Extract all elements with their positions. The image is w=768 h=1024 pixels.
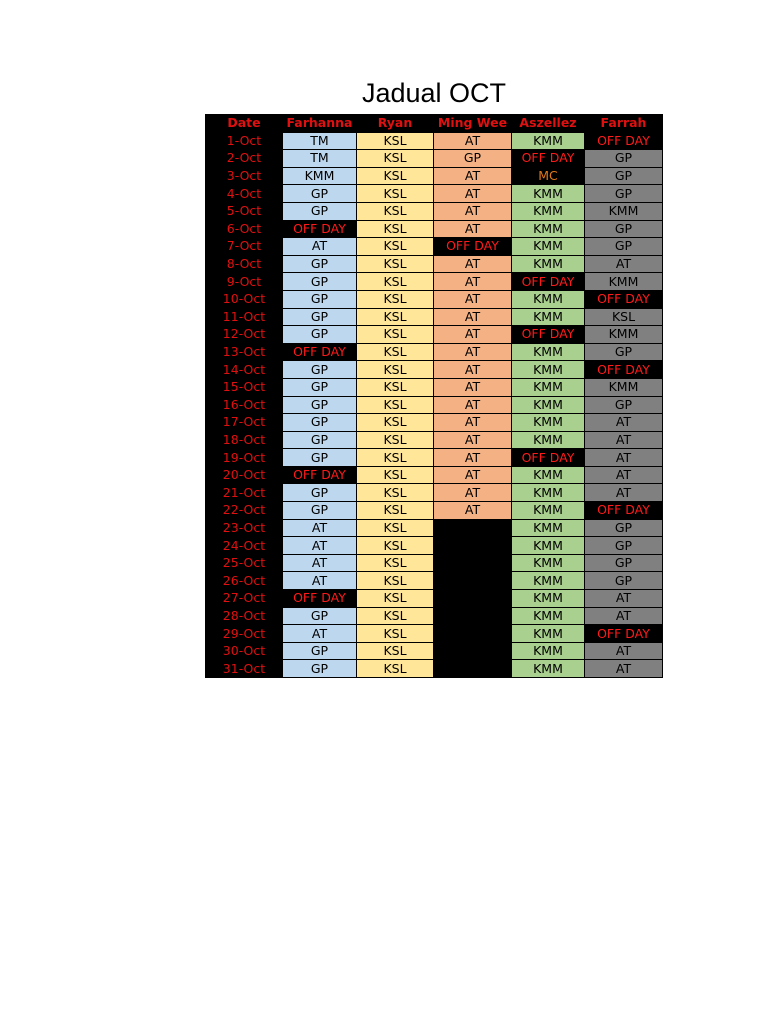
date-cell: 24-Oct [206, 537, 283, 555]
cell-farrah: GP [585, 238, 663, 256]
date-cell: 26-Oct [206, 572, 283, 590]
cell-aszellez: KMM [512, 642, 585, 660]
date-cell: 14-Oct [206, 361, 283, 379]
cell-farrah: GP [585, 185, 663, 203]
cell-aszellez: KMM [512, 554, 585, 572]
cell-farrah: KMM [585, 378, 663, 396]
date-cell: 25-Oct [206, 554, 283, 572]
cell-farrah: OFF DAY [585, 290, 663, 308]
date-cell: 7-Oct [206, 238, 283, 256]
cell-aszellez: KMM [512, 308, 585, 326]
table-row [206, 449, 663, 467]
cell-farhanna: AT [283, 519, 357, 537]
cell-farrah: OFF DAY [585, 132, 663, 150]
cell-ryan: KSL [357, 537, 434, 555]
cell-ryan: KSL [357, 519, 434, 537]
cell-ryan: KSL [357, 361, 434, 379]
table-row [206, 202, 663, 220]
cell-aszellez: KMM [512, 537, 585, 555]
header-ryan: Ryan [357, 115, 434, 133]
cell-ryan: KSL [357, 625, 434, 643]
cell-aszellez: KMM [512, 484, 585, 502]
cell-farrah: GP [585, 519, 663, 537]
cell-ming-wee [434, 537, 512, 555]
cell-ryan: KSL [357, 202, 434, 220]
cell-ryan: KSL [357, 378, 434, 396]
cell-ryan: KSL [357, 255, 434, 273]
cell-ming-wee: AT [434, 484, 512, 502]
cell-farrah: KMM [585, 326, 663, 344]
cell-aszellez: OFF DAY [512, 449, 585, 467]
table-row [206, 502, 663, 520]
date-cell: 3-Oct [206, 167, 283, 185]
cell-ryan: KSL [357, 238, 434, 256]
date-cell: 1-Oct [206, 132, 283, 150]
cell-farhanna: OFF DAY [283, 466, 357, 484]
cell-farrah: AT [585, 642, 663, 660]
date-cell: 2-Oct [206, 150, 283, 168]
cell-ming-wee [434, 625, 512, 643]
cell-ming-wee [434, 572, 512, 590]
cell-farhanna: GP [283, 449, 357, 467]
cell-farhanna: GP [283, 255, 357, 273]
cell-farrah: AT [585, 466, 663, 484]
cell-ryan: KSL [357, 431, 434, 449]
cell-ming-wee: AT [434, 308, 512, 326]
cell-aszellez: KMM [512, 220, 585, 238]
cell-farhanna: AT [283, 572, 357, 590]
cell-farhanna: GP [283, 431, 357, 449]
cell-ming-wee: AT [434, 326, 512, 344]
cell-ming-wee: AT [434, 202, 512, 220]
cell-farrah: GP [585, 343, 663, 361]
date-cell: 10-Oct [206, 290, 283, 308]
table-row [206, 290, 663, 308]
cell-aszellez: KMM [512, 607, 585, 625]
date-cell: 21-Oct [206, 484, 283, 502]
date-cell: 4-Oct [206, 185, 283, 203]
cell-farhanna: TM [283, 150, 357, 168]
cell-farhanna: AT [283, 554, 357, 572]
cell-ming-wee: AT [434, 378, 512, 396]
cell-aszellez: KMM [512, 238, 585, 256]
cell-ming-wee: AT [434, 449, 512, 467]
cell-ming-wee: AT [434, 361, 512, 379]
cell-ming-wee: AT [434, 502, 512, 520]
cell-ryan: KSL [357, 660, 434, 678]
cell-farhanna: GP [283, 607, 357, 625]
cell-aszellez: KMM [512, 502, 585, 520]
table-row [206, 484, 663, 502]
cell-ryan: KSL [357, 326, 434, 344]
cell-ryan: KSL [357, 572, 434, 590]
date-cell: 6-Oct [206, 220, 283, 238]
header-ming-wee: Ming Wee [434, 115, 512, 133]
date-cell: 30-Oct [206, 642, 283, 660]
cell-ryan: KSL [357, 396, 434, 414]
cell-ming-wee: AT [434, 185, 512, 203]
cell-ryan: KSL [357, 185, 434, 203]
cell-aszellez: KMM [512, 660, 585, 678]
cell-farrah: AT [585, 414, 663, 432]
cell-aszellez: KMM [512, 431, 585, 449]
cell-ming-wee [434, 607, 512, 625]
cell-ryan: KSL [357, 308, 434, 326]
table-row [206, 238, 663, 256]
cell-ryan: KSL [357, 642, 434, 660]
cell-farhanna: AT [283, 238, 357, 256]
cell-farhanna: KMM [283, 167, 357, 185]
table-row [206, 326, 663, 344]
cell-aszellez: KMM [512, 343, 585, 361]
cell-farhanna: GP [283, 202, 357, 220]
table-row [206, 273, 663, 291]
table-row [206, 572, 663, 590]
cell-farhanna: OFF DAY [283, 343, 357, 361]
table-row [206, 220, 663, 238]
cell-farhanna: OFF DAY [283, 590, 357, 608]
cell-farhanna: GP [283, 378, 357, 396]
cell-farrah: AT [585, 590, 663, 608]
date-cell: 31-Oct [206, 660, 283, 678]
table-row [206, 590, 663, 608]
cell-ryan: KSL [357, 607, 434, 625]
date-cell: 27-Oct [206, 590, 283, 608]
cell-farrah: AT [585, 484, 663, 502]
cell-ming-wee: AT [434, 255, 512, 273]
header-farrah: Farrah [585, 115, 663, 133]
table-row [206, 519, 663, 537]
cell-ming-wee [434, 554, 512, 572]
cell-ryan: KSL [357, 554, 434, 572]
table-row [206, 308, 663, 326]
cell-aszellez: KMM [512, 414, 585, 432]
cell-farrah: GP [585, 554, 663, 572]
table-row [206, 625, 663, 643]
cell-farhanna: GP [283, 290, 357, 308]
cell-ming-wee: AT [434, 466, 512, 484]
cell-aszellez: OFF DAY [512, 150, 585, 168]
cell-farhanna: AT [283, 625, 357, 643]
cell-farrah: GP [585, 572, 663, 590]
cell-aszellez: KMM [512, 466, 585, 484]
cell-farrah: KMM [585, 273, 663, 291]
table-row [206, 431, 663, 449]
cell-farhanna: GP [283, 502, 357, 520]
cell-aszellez: KMM [512, 625, 585, 643]
date-cell: 22-Oct [206, 502, 283, 520]
cell-ryan: KSL [357, 290, 434, 308]
table-row [206, 361, 663, 379]
cell-aszellez: KMM [512, 290, 585, 308]
header-farhanna: Farhanna [283, 115, 357, 133]
cell-ming-wee: AT [434, 273, 512, 291]
date-cell: 15-Oct [206, 378, 283, 396]
cell-farhanna: TM [283, 132, 357, 150]
cell-aszellez: KMM [512, 396, 585, 414]
cell-farhanna: GP [283, 484, 357, 502]
cell-ming-wee [434, 519, 512, 537]
cell-ming-wee: AT [434, 167, 512, 185]
table-row [206, 414, 663, 432]
cell-ryan: KSL [357, 590, 434, 608]
header-date: Date [206, 115, 283, 133]
cell-farrah: GP [585, 167, 663, 185]
cell-farrah: AT [585, 660, 663, 678]
date-cell: 13-Oct [206, 343, 283, 361]
cell-ming-wee: OFF DAY [434, 238, 512, 256]
table-row [206, 343, 663, 361]
table-row [206, 167, 663, 185]
cell-ming-wee: AT [434, 431, 512, 449]
table-row [206, 554, 663, 572]
cell-aszellez: KMM [512, 572, 585, 590]
date-cell: 20-Oct [206, 466, 283, 484]
cell-ming-wee: AT [434, 290, 512, 308]
cell-ryan: KSL [357, 343, 434, 361]
header-aszellez: Aszellez [512, 115, 585, 133]
cell-ryan: KSL [357, 167, 434, 185]
cell-farrah: AT [585, 607, 663, 625]
cell-farrah: AT [585, 449, 663, 467]
cell-ming-wee: AT [434, 343, 512, 361]
cell-farrah: OFF DAY [585, 361, 663, 379]
cell-ming-wee: AT [434, 396, 512, 414]
cell-ryan: KSL [357, 132, 434, 150]
cell-farhanna: OFF DAY [283, 220, 357, 238]
cell-aszellez: KMM [512, 132, 585, 150]
table-row [206, 378, 663, 396]
cell-farhanna: GP [283, 326, 357, 344]
table-row [206, 185, 663, 203]
cell-farhanna: GP [283, 642, 357, 660]
cell-ming-wee: GP [434, 150, 512, 168]
table-row [206, 537, 663, 555]
date-cell: 29-Oct [206, 625, 283, 643]
cell-ryan: KSL [357, 466, 434, 484]
cell-farhanna: GP [283, 396, 357, 414]
cell-aszellez: KMM [512, 202, 585, 220]
cell-farrah: GP [585, 537, 663, 555]
date-cell: 9-Oct [206, 273, 283, 291]
cell-ryan: KSL [357, 449, 434, 467]
cell-farhanna: GP [283, 660, 357, 678]
date-cell: 8-Oct [206, 255, 283, 273]
cell-farrah: GP [585, 396, 663, 414]
cell-ryan: KSL [357, 484, 434, 502]
cell-ming-wee [434, 590, 512, 608]
cell-farhanna: AT [283, 537, 357, 555]
cell-aszellez: KMM [512, 519, 585, 537]
cell-farrah: KMM [585, 202, 663, 220]
cell-farrah: AT [585, 255, 663, 273]
cell-ming-wee: AT [434, 414, 512, 432]
cell-farhanna: GP [283, 185, 357, 203]
cell-aszellez: KMM [512, 378, 585, 396]
table-row [206, 150, 663, 168]
date-cell: 18-Oct [206, 431, 283, 449]
cell-farhanna: GP [283, 414, 357, 432]
cell-ryan: KSL [357, 150, 434, 168]
date-cell: 5-Oct [206, 202, 283, 220]
page-title: Jadual OCT [361, 78, 507, 108]
cell-farrah: GP [585, 220, 663, 238]
cell-ryan: KSL [357, 273, 434, 291]
date-cell: 19-Oct [206, 449, 283, 467]
cell-ryan: KSL [357, 220, 434, 238]
cell-ming-wee [434, 660, 512, 678]
cell-ryan: KSL [357, 414, 434, 432]
cell-aszellez: OFF DAY [512, 273, 585, 291]
cell-farhanna: GP [283, 273, 357, 291]
cell-ming-wee: AT [434, 132, 512, 150]
date-cell: 17-Oct [206, 414, 283, 432]
cell-aszellez: KMM [512, 361, 585, 379]
cell-ryan: KSL [357, 502, 434, 520]
table-row [206, 466, 663, 484]
cell-aszellez: OFF DAY [512, 326, 585, 344]
cell-aszellez: KMM [512, 590, 585, 608]
table-row [206, 255, 663, 273]
table-row [206, 660, 663, 678]
cell-ming-wee: AT [434, 220, 512, 238]
cell-farrah: OFF DAY [585, 625, 663, 643]
cell-farrah: GP [585, 150, 663, 168]
cell-aszellez: KMM [512, 255, 585, 273]
cell-ming-wee [434, 642, 512, 660]
table-row [206, 642, 663, 660]
cell-farhanna: GP [283, 308, 357, 326]
table-row [206, 607, 663, 625]
cell-farrah: AT [585, 431, 663, 449]
cell-farhanna: GP [283, 361, 357, 379]
cell-farrah: OFF DAY [585, 502, 663, 520]
table-row [206, 396, 663, 414]
schedule-table [205, 114, 663, 678]
cell-aszellez: KMM [512, 185, 585, 203]
date-cell: 28-Oct [206, 607, 283, 625]
date-cell: 11-Oct [206, 308, 283, 326]
header-row [206, 115, 663, 133]
table-row [206, 132, 663, 150]
cell-aszellez: MC [512, 167, 585, 185]
date-cell: 16-Oct [206, 396, 283, 414]
date-cell: 12-Oct [206, 326, 283, 344]
date-cell: 23-Oct [206, 519, 283, 537]
cell-farrah: KSL [585, 308, 663, 326]
